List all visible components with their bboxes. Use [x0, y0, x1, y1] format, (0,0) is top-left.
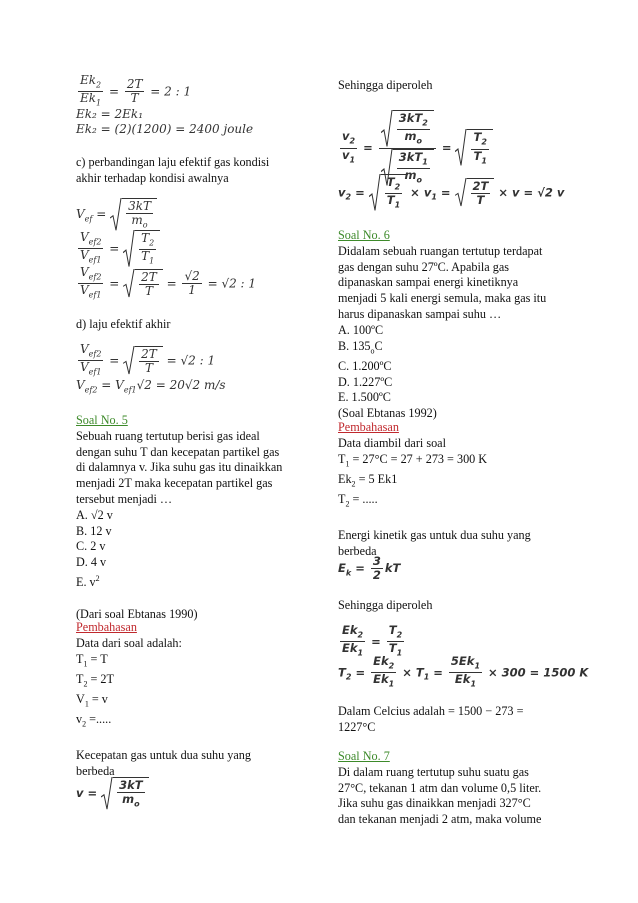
eq-d-final: $V_{ef2} = V_{ef1}√2 = 20√2$ m/s	[76, 378, 226, 395]
eq-v: v = $\frac{3kT}{m_o}$	[76, 777, 149, 810]
c-ratio-result: = √2 : 1	[207, 276, 257, 291]
t1-val: = T	[90, 651, 108, 666]
celcius	[338, 704, 523, 736]
soal-6-title: Soal No. 6	[338, 228, 390, 242]
c-label-line-1: c) perbandingan laju efektif gas kondisi	[76, 155, 270, 169]
kecepatan-line-2: berbeda	[76, 764, 115, 779]
soal-5-line: menjadi 2T maka kecepatan partikel gas	[76, 476, 273, 491]
v2-val: =.....	[89, 712, 112, 727]
data-ek2: $Ek_2 = 5$ Ek1	[338, 471, 398, 489]
soal-5-title: Soal No. 5	[76, 413, 128, 427]
soal-5-option-b: B. 12 v	[76, 523, 112, 538]
soal-6-line: menjadi 5 kali energi semula, maka gas itu	[338, 291, 547, 306]
eq-d-ratio: $\frac{V_{ef2}}{V_{ef1}}$ = $\frac{2T}{T}$ = √2 : 1	[80, 342, 216, 377]
soal-7-line: 27°C, tekanan 1 atm dan volume 0,5 liter.	[338, 780, 542, 795]
data-t2: $T_2$ = .....	[338, 492, 378, 509]
t2-sym: T	[76, 671, 84, 686]
data-t2: $T_2 = 2T$	[76, 671, 114, 689]
d-ratio-result: = √2 : 1	[166, 353, 216, 368]
sehingga-2: Sehingga diperoleh	[338, 598, 433, 612]
c-label-line-2: akhir terhadap kondisi awalnya	[76, 170, 229, 185]
eq-ek2-value	[76, 122, 253, 136]
soal-5-option-c: C. 2 v	[76, 539, 106, 554]
energi-line-1: Energi kinetik gas untuk dua suhu yang	[338, 528, 531, 543]
soal-5-option-a: A. √2 v	[76, 507, 113, 522]
c-label	[76, 155, 269, 187]
pembahasan-6-intro: Data diambil dari soal	[338, 435, 446, 450]
pembahasan-5-title: Pembahasan	[76, 620, 137, 634]
soal-5-source: (Dari soal Ebtanas 1990)	[76, 606, 198, 621]
soal-5-line: dengan suhu T dan kecepatan partikel gas	[76, 444, 280, 459]
soal-6-option-c: C. 1.200ºC	[338, 358, 392, 373]
t1-sym: T	[76, 651, 84, 666]
pembahasan-5	[76, 620, 251, 780]
ek2-val: = 5 Ek1	[358, 471, 398, 486]
soal-6-line: gas dengan suhu 27ºC. Apabila gas	[338, 259, 509, 274]
soal-5-line: di dalamnya v. Jika suhu gas itu dinaikkan	[76, 460, 283, 475]
eq-ek: $E_k$ = $\frac{3}{2}$ kT	[338, 554, 401, 582]
soal-7-title: Soal No. 7	[338, 749, 390, 763]
eq-ek2: Ek₂ = 2Ek₁	[76, 107, 144, 121]
v1-val: = v	[91, 692, 108, 707]
v1-sym: V	[76, 692, 85, 707]
soal-7-line: Jika suhu gas dinaikkan menjadi 327°C	[338, 796, 531, 811]
sehingga-top: Sehingga diperoleh	[338, 78, 433, 92]
option-e-text: E. v	[76, 575, 96, 590]
soal-6-option-b: B. $135_oC$	[338, 338, 383, 356]
energi-line-2: berbeda	[338, 543, 377, 558]
celcius-line-2: 1227°C	[338, 719, 376, 734]
pembahasan-5-intro: Data dari soal adalah:	[76, 635, 182, 650]
v2-sym: v	[76, 712, 83, 727]
ek-ratio-result: = 2 : 1	[150, 84, 192, 99]
eq-t2-result: $T_2$ = $\frac{Ek_2}{Ek_1}$ × $T_1$ = $\frac{5Ek_1}{Ek_1}$ × 300 = 1500 K	[338, 654, 589, 689]
t2-result-value: = 1500 K	[529, 665, 589, 680]
soal-5-line: Sebuah ruang tertutup berisi gas ideal	[76, 428, 260, 443]
eq-ek-ratio-t: $\frac{Ek_2}{Ek_1}$ = $\frac{T_2}{T_1}$	[342, 623, 403, 658]
soal-5-option-d: D. 4 v	[76, 555, 107, 570]
eq-vef-ratio-1: $\frac{V_{ef2}}{V_{ef1}}$ = $\frac{T_2}{T_1}$	[76, 230, 160, 268]
t2-val: = .....	[352, 492, 378, 507]
data-t1: $T_1 = 27^\circ C = 27 + 273 = 300$ K	[338, 451, 488, 469]
unit-joule: joule	[223, 122, 254, 136]
d-label: d) laju efektif akhir	[76, 317, 171, 331]
data-t1: $T_1 = T$	[76, 651, 108, 669]
option-b-text: B. 135	[338, 338, 371, 353]
eq-v2: $v_2$ = $\frac{T_2}{T_1}$ × $v_1$ = $\frac{2T}{T}$ × v = √2 v	[338, 175, 565, 210]
soal-7	[338, 749, 541, 828]
data-v2: $v_2$ =.....	[76, 712, 112, 729]
soal-7-line: Di dalam ruang tertutup suhu suatu gas	[338, 764, 529, 779]
d-unit: m/s	[203, 378, 226, 392]
soal-6-line: harus dipanaskan sampai suhu …	[338, 306, 502, 321]
t1-val: = 27°C = 27 + 273 = 300 K	[352, 451, 488, 466]
pembahasan-6	[338, 420, 531, 560]
vef-symbol: V	[76, 207, 85, 222]
d-final: = V	[101, 378, 124, 392]
soal-5-line: tersebut menjadi …	[76, 491, 173, 506]
soal-6	[338, 228, 546, 422]
ek2-value: Ek₂ = (2)(1200) = 2400	[76, 122, 220, 136]
celcius-line-1: Dalam Celcius adalah = 1500 − 273 =	[338, 704, 524, 718]
t2-val: = 2T	[90, 671, 114, 686]
soal-6-source: (Soal Ebtanas 1992)	[338, 406, 437, 421]
soal-7-line: dan tekanan menjadi 2 atm, maka volume	[338, 812, 542, 827]
soal-5	[76, 413, 282, 622]
eq-ek-ratio: $\frac{Ek_2}{Ek_1}$ = $\frac{2T}{T}$ = 2 : 1	[80, 73, 192, 108]
soal-5-option-e: E. $v^2$	[76, 573, 100, 590]
soal-6-line: dipanaskan sampai energi kinetiknya	[338, 275, 519, 290]
data-v1: $V_1 = v$	[76, 692, 108, 709]
pembahasan-6-title: Pembahasan	[338, 420, 399, 434]
kecepatan-line-1: Kecepatan gas untuk dua suhu yang	[76, 748, 251, 763]
soal-6-option-d: D. 1.227ºC	[338, 374, 393, 389]
eq-vef-ratio-2: $\frac{V_{ef2}}{V_{ef1}}$ = $\frac{2T}{T}$ = $\frac{√2}{1}$ = √2 : 1	[80, 265, 257, 300]
eq-v-ratio: $\frac{v_2}{v_1}$ = $\frac{\frac{3kT_2}{m_o}}{\frac{3kT_1}{m_o}}$ = $\frac{T_2}{T_1}$	[338, 110, 493, 186]
soal-6-line: Didalam sebuah ruangan tertutup terdapat	[338, 243, 543, 258]
soal-6-option-e: E. 1.500ºC	[338, 390, 391, 405]
soal-6-option-a: A. 100ºC	[338, 322, 384, 337]
eq-vef: $V_{ef}$ = $\frac{3kT}{m_o}$	[76, 198, 157, 231]
option-b-tail: C	[374, 338, 383, 353]
d-final-tail: √2 = 20√2	[136, 378, 201, 392]
